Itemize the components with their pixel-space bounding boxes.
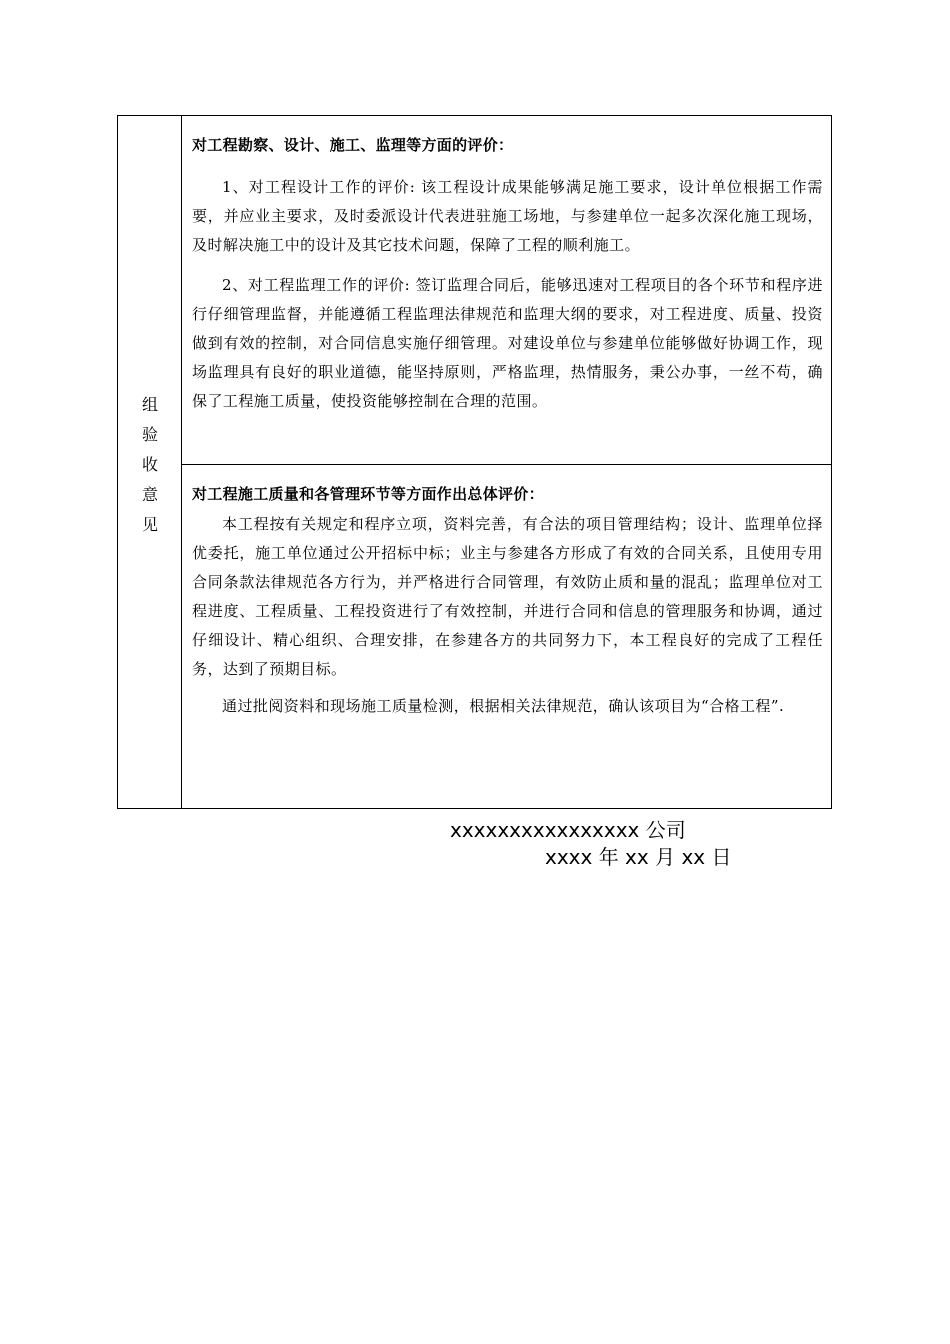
section-heading: 对工程施工质量和各管理环节等方面作出总体评价：	[192, 485, 544, 503]
row-label-cell	[118, 116, 182, 808]
section-heading: 对工程勘察、设计、施工、监理等方面的评价：	[192, 136, 514, 154]
row-label-char: 收	[141, 455, 158, 474]
conclusion-paragraph: 通过批阅资料和现场施工质量检测，根据相关法律规范，确认该项目为“合格工程”.	[222, 697, 785, 715]
row-label	[118, 390, 182, 540]
evaluation-section	[182, 116, 831, 465]
opinion-content-cell	[182, 116, 831, 808]
supervision-evaluation-paragraph: 2、对工程监理工作的评价: 签订监理合同后，能够迅速对工程项目的各个环节和程序进行仔细管理监督，并能遵循工程监理法律规范和监理大纲的要求，对工程进度、质量、投资做到有效的控制，对合同信息实施仔细管理。对建设单位与参建单位能够做好协调工作，现场监理具有良好的职业道德，能坚持原则，严格监理，热情服务，秉公办事，一丝不苟，确保了工程施工质量，使投资能够控制在合理的范围。	[192, 276, 823, 410]
signature-date: xxxx 年 xx 月 xx 日	[545, 845, 732, 869]
row-label-char: 验	[141, 425, 158, 444]
overall-evaluation-paragraph: 本工程按有关规定和程序立项，资料完善，有合法的项目管理结构；设计、监理单位择优委托，施工单位通过公开招标中标；业主与参建各方形成了有效的合同关系，且使用专用合同条款法律规范各方行为，并严格进行合同管理，有效防止质和量的混乱；监理单位对工程进度、工程质量、工程投资进行了有效控制，并进行合同和信息的管理服务和协调，通过仔细设计、精心组织、合理安排，在参建各方的共同努力下，本工程良好的完成了工程任务，达到了预期目标。	[192, 515, 823, 678]
signature-company: xxxxxxxxxxxxxxxx 公司	[450, 818, 686, 842]
row-label-char: 见	[141, 515, 158, 534]
row-label-char: 组	[141, 395, 158, 414]
overall-evaluation-section	[182, 465, 831, 808]
row-label-char: 意	[141, 485, 158, 504]
acceptance-opinion-table	[117, 115, 832, 809]
design-evaluation-paragraph: 1、对工程设计工作的评价: 该工程设计成果能够满足施工要求，设计单位根据工作需要，并应业主要求，及时委派设计代表进驻施工场地，与参建单位一起多次深化施工现场，及时解决施工中的设计及其它技术问题，保障了工程的顺利施工。	[192, 178, 823, 254]
